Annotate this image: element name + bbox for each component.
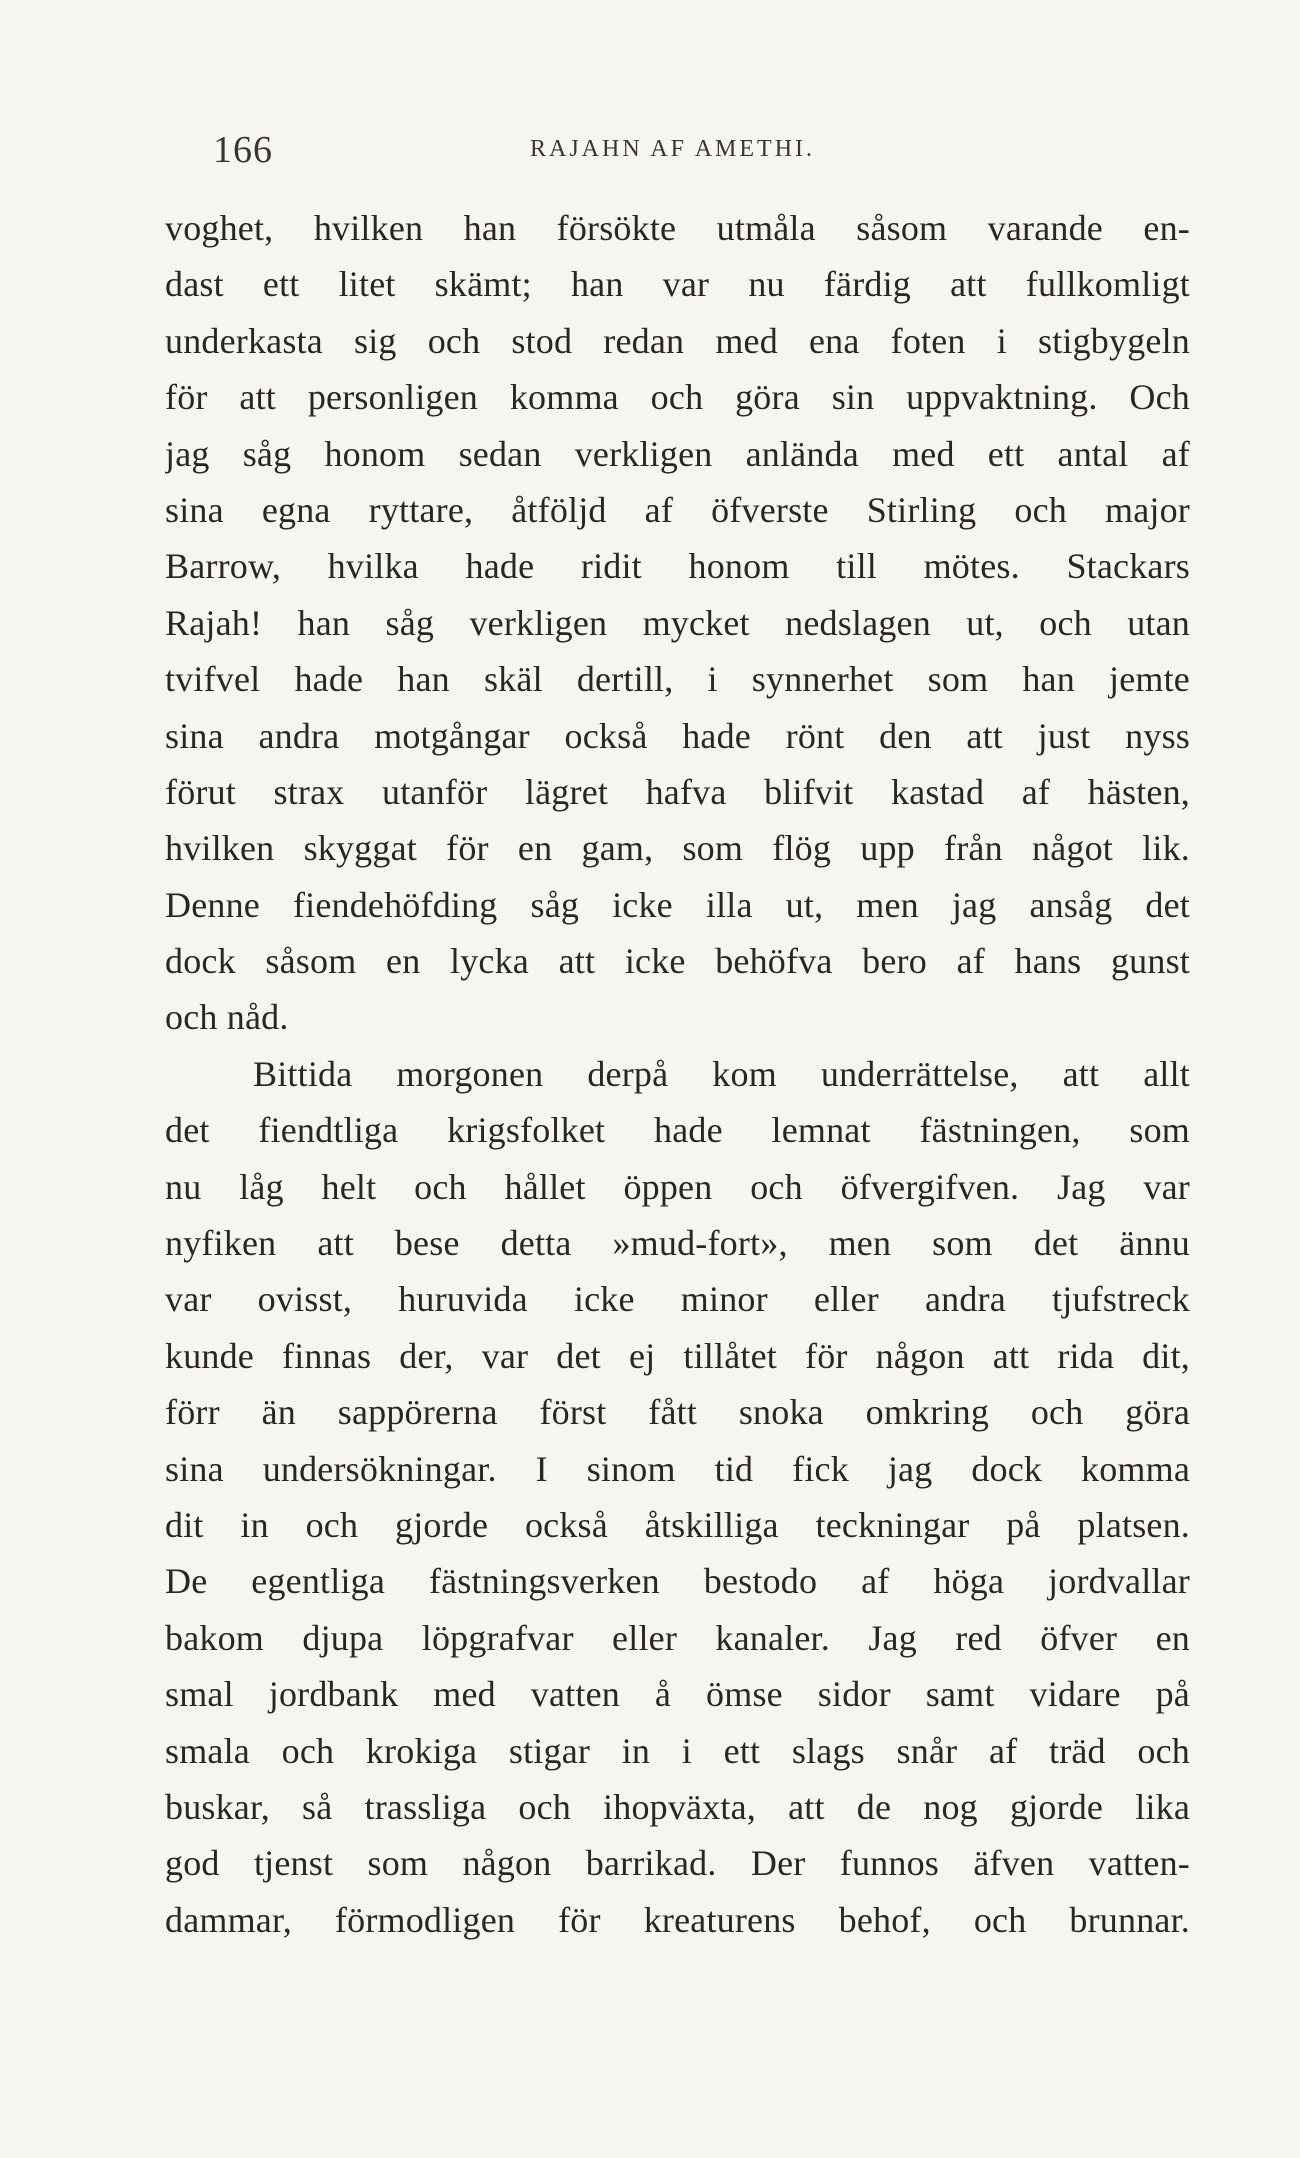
paragraph-2 [165, 1046, 1190, 1948]
text-line: tvifvel hade han skäl dertill, i synnerhet som han jemte [165, 659, 1190, 700]
page-header [165, 128, 1190, 178]
body-text [165, 200, 1190, 1948]
text-line: buskar, så trassliga och ihopväxta, att de nog gjorde lika [165, 1786, 1190, 1827]
text-line: dock såsom en lycka att icke behöfva bero af hans gunst [165, 941, 1190, 982]
running-head: RAJAHN AF AMETHI. [530, 136, 816, 162]
text-line: smala och krokiga stigar in i ett slags snår af träd och [165, 1730, 1190, 1771]
text-line: Barrow, hvilka hade ridit honom till mötes. Stackars [165, 546, 1190, 587]
text-line: sina egna ryttare, åtföljd af öfverste Stirling och major [165, 489, 1190, 530]
text-line: Rajah! han såg verkligen mycket nedslagen ut, och utan [165, 602, 1190, 643]
text-line: underkasta sig och stod redan med ena foten i stigbygeln [165, 320, 1190, 361]
text-line: sina andra motgångar också hade rönt den att just nyss [165, 715, 1190, 756]
text-line: kunde finnas der, var det ej tillåtet för någon att rida dit, [165, 1335, 1190, 1376]
text-line: smal jordbank med vatten å ömse sidor samt vidare på [165, 1674, 1190, 1715]
text-line: Denne fiendehöfding såg icke illa ut, men jag ansåg det [165, 884, 1190, 925]
text-line: hvilken skyggat för en gam, som flög upp från något lik. [165, 828, 1190, 869]
text-line: god tjenst som någon barrikad. Der funnos äfven vatten- [165, 1843, 1190, 1884]
text-line: bakom djupa löpgrafvar eller kanaler. Jag red öfver en [165, 1617, 1190, 1658]
text-line: för att personligen komma och göra sin uppvaktning. Och [165, 377, 1190, 418]
text-line: och nåd. [165, 997, 289, 1038]
text-line: förut strax utanför lägret hafva blifvit kastad af hästen, [165, 771, 1190, 812]
text-line: dit in och gjorde också åtskilliga teckningar på platsen. [165, 1504, 1190, 1545]
page-number: 166 [213, 129, 273, 171]
text-line: förr än sappörerna först fått snoka omkring och göra [165, 1392, 1190, 1433]
text-line: Bittida morgonen derpå kom underrättelse, att allt [253, 1053, 1190, 1094]
text-line: nyfiken att bese detta »mud-fort», men som det ännu [165, 1223, 1190, 1264]
text-line: var ovisst, huruvida icke minor eller andra tjufstreck [165, 1279, 1190, 1320]
text-line: dammar, förmodligen för kreaturens behof, och brunnar. [165, 1899, 1190, 1940]
text-line: sina undersökningar. I sinom tid fick jag dock komma [165, 1448, 1190, 1489]
text-line: voghet, hvilken han försökte utmåla såsom varande en- [165, 208, 1190, 248]
text-line: dast ett litet skämt; han var nu färdig att fullkomligt [165, 264, 1190, 305]
text-line: jag såg honom sedan verkligen anlända med ett antal af [165, 433, 1190, 474]
paragraph-1 [165, 200, 1190, 1046]
text-line: nu låg helt och hållet öppen och öfvergifven. Jag var [165, 1166, 1190, 1207]
text-line: De egentliga fästningsverken bestodo af höga jordvallar [165, 1561, 1190, 1602]
text-line: det fiendtliga krigsfolket hade lemnat fästningen, som [165, 1110, 1190, 1151]
